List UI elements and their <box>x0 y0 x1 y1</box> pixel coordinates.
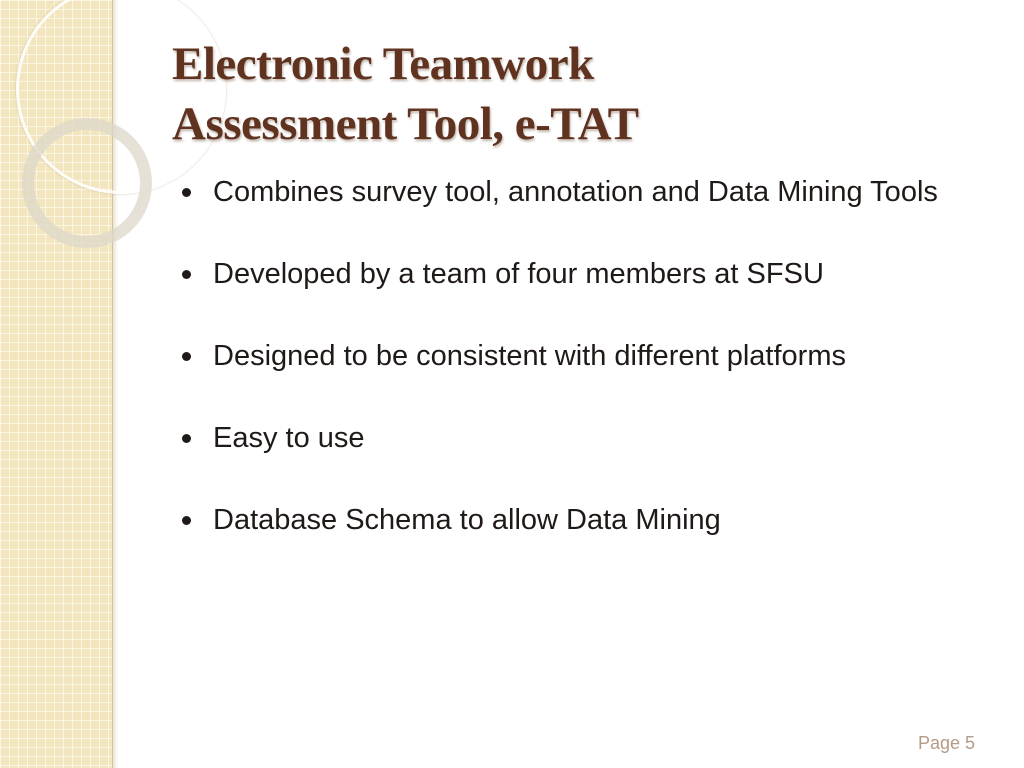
bullet-text: Easy to use <box>213 422 365 454</box>
bullet-item <box>182 172 982 212</box>
bullet-item <box>182 254 982 294</box>
decorative-ring-small <box>22 118 152 248</box>
bullet-dot-icon <box>182 270 191 279</box>
bullet-dot-icon <box>182 188 191 197</box>
title-line-1: Electronic Teamwork <box>172 38 594 90</box>
bullet-dot-icon <box>182 516 191 525</box>
bullet-item <box>182 418 982 458</box>
title-line-2: Assessment Tool, e-TAT <box>172 98 639 150</box>
bullet-text: Combines survey tool, annotation and Data Mining Tools <box>213 176 938 208</box>
bullet-dot-icon <box>182 434 191 443</box>
page-number: Page 5 <box>917 733 975 753</box>
bullet-text: Database Schema to allow Data Mining <box>213 504 721 536</box>
bullet-item <box>182 500 982 540</box>
bullet-item <box>182 336 982 376</box>
bullet-text: Developed by a team of four members at SFSU <box>213 258 824 290</box>
slide-title <box>172 34 992 154</box>
bullet-list <box>182 172 982 582</box>
bullet-text: Designed to be consistent with different platforms <box>213 340 846 372</box>
bullet-dot-icon <box>182 352 191 361</box>
